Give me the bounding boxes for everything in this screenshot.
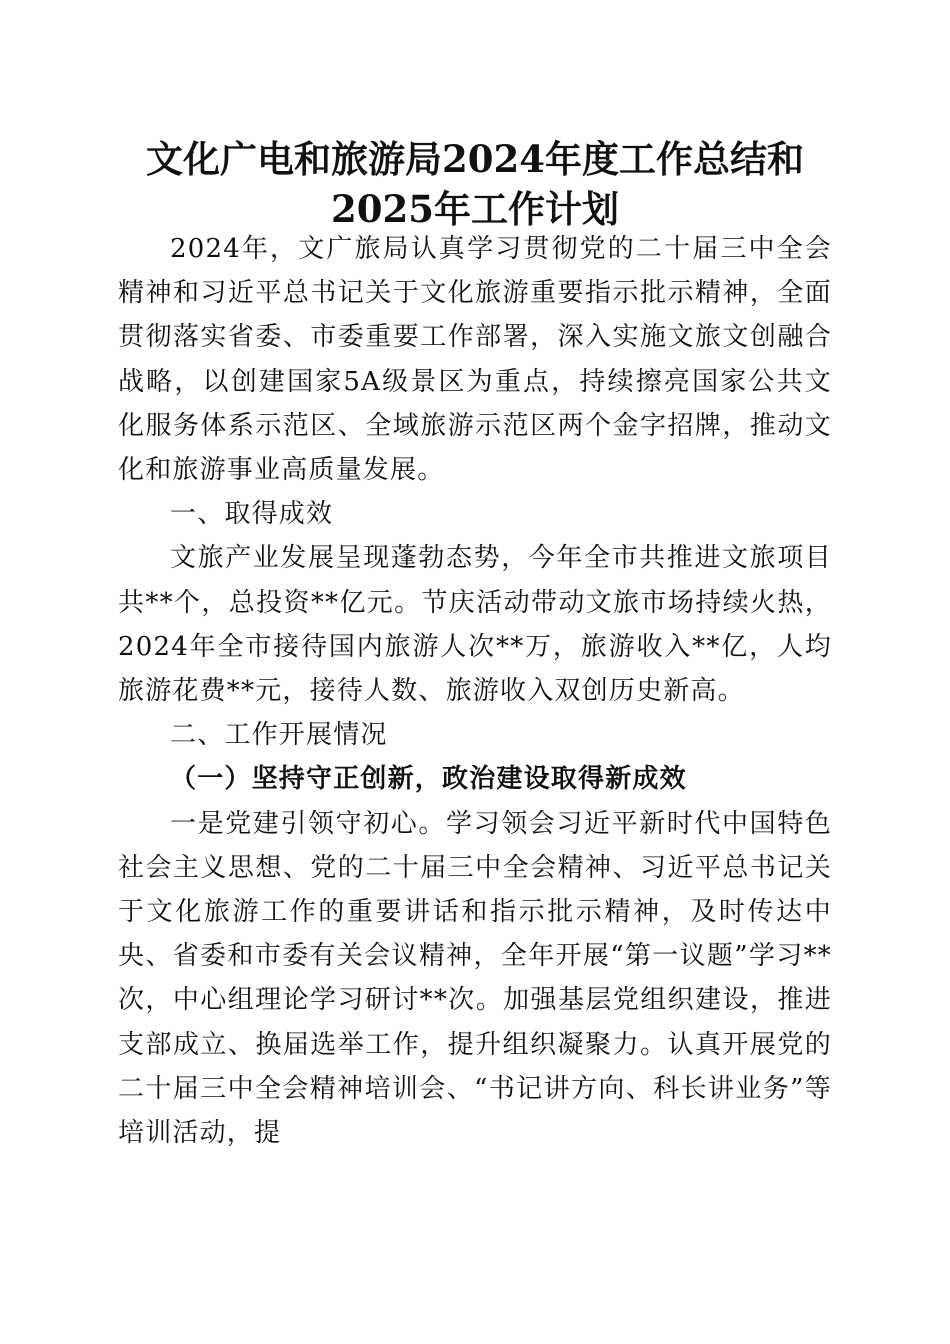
subsection-heading-political-building: （一）坚持守正创新，政治建设取得新成效 [170, 764, 687, 795]
document-body [118, 227, 832, 1155]
achievements-paragraph: 文旅产业发展呈现蓬勃态势，今年全市共推进文旅项目共**个，总投资**亿元。节庆活动带动文旅市场持续火热，2024年全市接待国内旅游人次**万，旅游收入**亿，人均旅游花费**元，接待人数、旅游收入双创历史新高。 [118, 543, 832, 707]
document-title: 文化广电和旅游局2024年度工作总结和2025年工作计划 [146, 137, 804, 231]
political-building-paragraph: 一是党建引领守初心。学习领会习近平新时代中国特色社会主义思想、党的二十届三中全会精神、习近平总书记关于文化旅游工作的重要讲话和指示批示精神，及时传达中央、省委和市委有关会议精神，全年开展“第一议题”学习**次，中心组理论学习研讨**次。加强基层党组织建设，推进支部成立、换届选举工作，提升组织凝聚力。认真开展党的二十届三中全会精神培训会、“书记讲方向、科长讲业务”等培训活动，提 [118, 808, 832, 1149]
intro-paragraph: 2024年，文广旅局认真学习贯彻党的二十届三中全会精神和习近平总书记关于文化旅游重要指示批示精神，全面贯彻落实省委、市委重要工作部署，深入实施文旅文创融合战略，以创建国家5A级景区为重点，持续擦亮国家公共文化服务体系示范区、全域旅游示范区两个金字招牌，推动文化和旅游事业高质量发展。 [118, 234, 832, 486]
section-heading-work-progress: 二、工作开展情况 [170, 720, 388, 751]
section-heading-achievements: 一、取得成效 [170, 499, 334, 530]
